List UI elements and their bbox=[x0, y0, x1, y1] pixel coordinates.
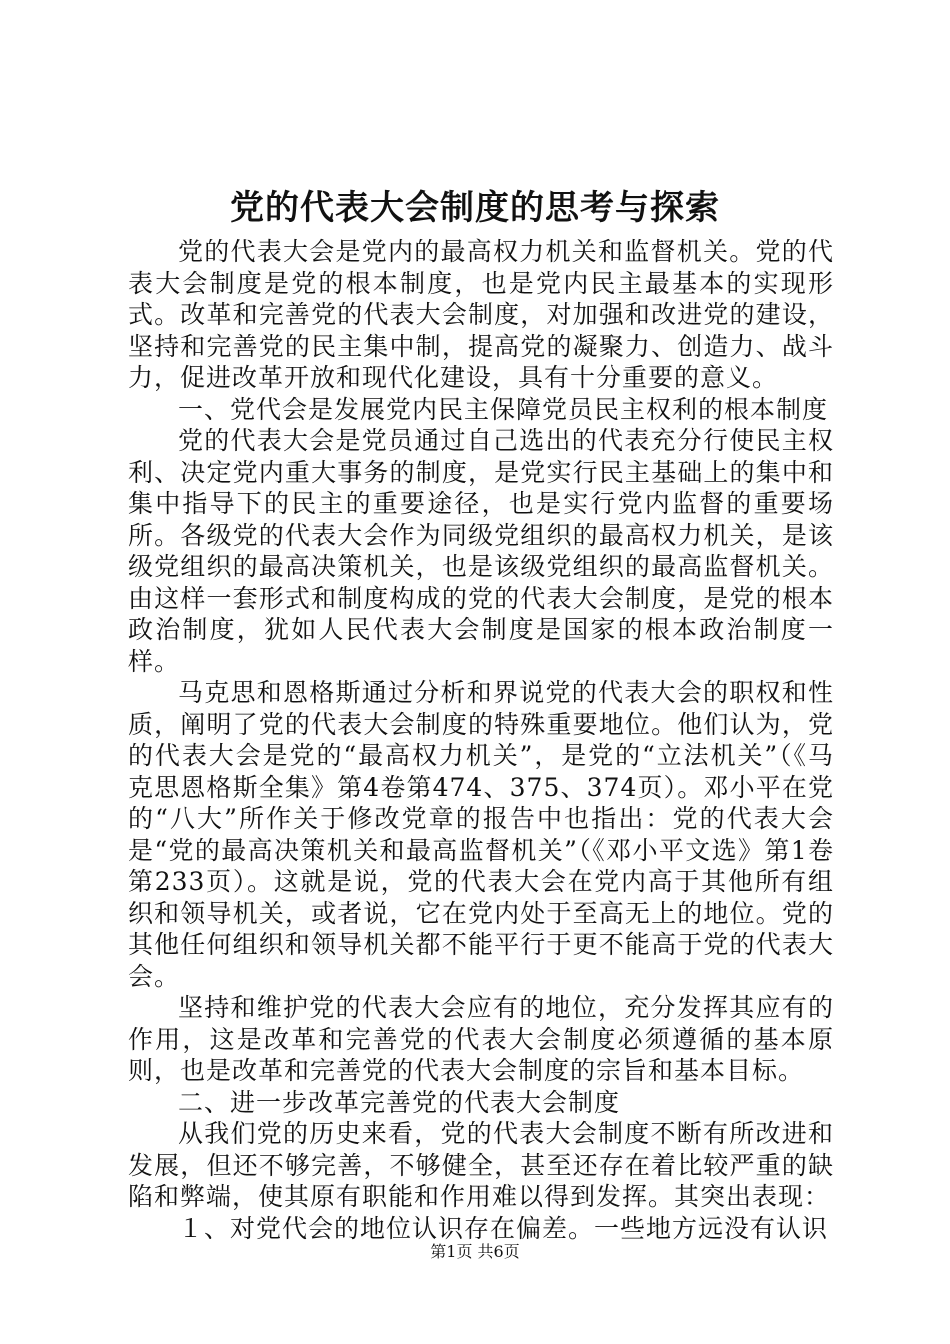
page-footer: 第1页 共6页 bbox=[430, 1242, 520, 1261]
paragraph: 坚持和维护党的代表大会应有的地位，充分发挥其应有的作用，这是改革和完善党的代表大会制度必须遵循的基本原则，也是改革和完善党的代表大会制度的宗旨和基本目标。 bbox=[128, 993, 834, 1085]
paragraph-intro: 党的代表大会是党内的最高权力机关和监督机关。党的代表大会制度是党的根本制度，也是党内民主最基本的实现形式。改革和完善党的代表大会制度，对加强和改进党的建设，坚持和完善党的民主集中制，提高党的凝聚力、创造力、战斗力，促进改革开放和现代化建设，具有十分重要的意义。 bbox=[128, 237, 834, 392]
paragraph: 党的代表大会是党员通过自己选出的代表充分行使民主权利、决定党内重大事务的制度，是党实行民主基础上的集中和集中指导下的民主的重要途径，也是实行党内监督的重要场所。各级党的代表大会作为同级党组织的最高权力机关，是该级党组织的最高决策机关，也是该级党组织的最高监督机关。由这样一套形式和制度构成的党的代表大会制度，是党的根本政治制度，犹如人民代表大会制度是国家的根本政治制度一样。 bbox=[128, 426, 834, 676]
document-title: 党的代表大会制度的思考与探索 bbox=[230, 188, 720, 228]
section-heading-2: 二、进一步改革完善党的代表大会制度 bbox=[178, 1087, 621, 1117]
paragraph: １、对党代会的地位认识存在偏差。一些地方远没有认识 bbox=[178, 1213, 829, 1243]
paragraph: 马克思和恩格斯通过分析和界说党的代表大会的职权和性质，阐明了党的代表大会制度的特殊重要地位。他们认为，党的代表大会是党的“最高权力机关”，是党的“立法机关”（《马克思恩格斯全集》第4卷第474、375、374页）。邓小平在党的“八大”所作关于修改党章的报告中也指出：党的代表大会是“党的最高决策机关和最高监督机关”（《邓小平文选》第1卷第233页）。这就是说，党的代表大会在党内高于其他所有组织和领导机关，或者说，它在党内处于至高无上的地位。党的其他任何组织和领导机关都不能平行于更不能高于党的代表大会。 bbox=[128, 678, 834, 991]
paragraph: 从我们党的历史来看，党的代表大会制度不断有所改进和发展，但还不够完善，不够健全，甚至还存在着比较严重的缺陷和弊端，使其原有职能和作用难以得到发挥。其突出表现： bbox=[128, 1119, 834, 1211]
document-body bbox=[128, 236, 834, 1244]
section-heading-1: 一、党代会是发展党内民主保障党员民主权利的根本制度 bbox=[178, 394, 829, 424]
